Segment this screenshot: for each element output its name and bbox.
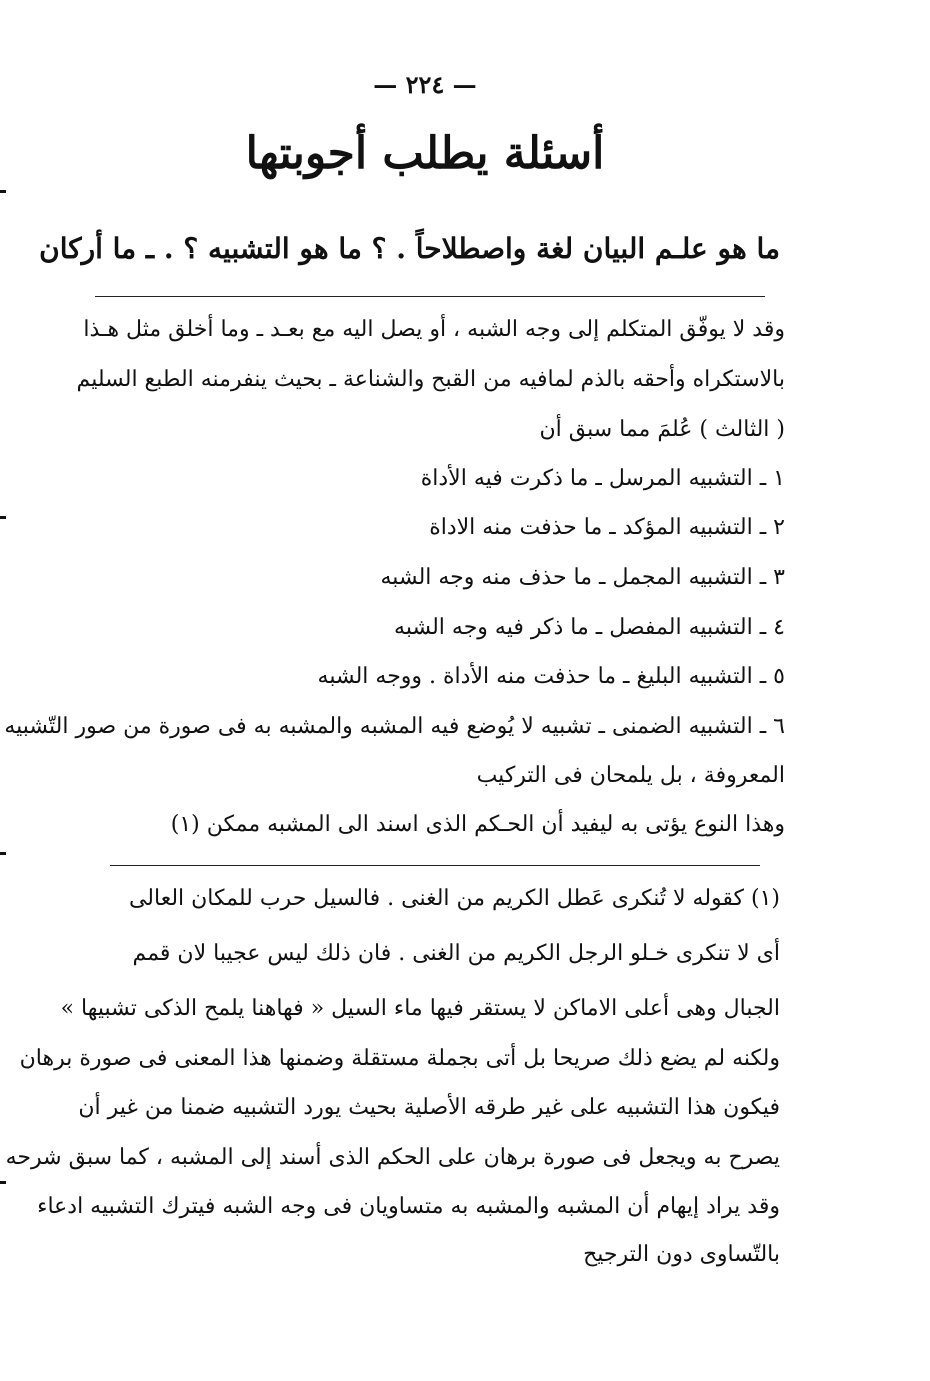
body-line: وهذا النوع يؤتى به ليفيد أن الحـكم الذى اسند الى المشبه ممكن (١) bbox=[170, 812, 785, 837]
list-item: ٣ ـ التشبيه المجمل ـ ما حذف منه وجه الشبه bbox=[380, 565, 785, 590]
scan-margin-mark bbox=[0, 852, 6, 855]
list-item: ٢ ـ التشبيه المؤكد ـ ما حذفت منه الاداة bbox=[429, 515, 785, 540]
horizontal-divider-top bbox=[95, 296, 765, 297]
horizontal-divider-footnote bbox=[110, 865, 760, 866]
body-line: وقد لا يوفّق المتكلم إلى وجه الشبه ، أو يصل اليه مع بعـد ـ وما أخلق مثل هـذا bbox=[83, 317, 785, 342]
body-line: ( الثالث ) عُلمَ مما سبق أن bbox=[539, 417, 785, 442]
list-item: ١ ـ التشبيه المرسل ـ ما ذكرت فيه الأداة bbox=[420, 466, 785, 491]
footnote-line: أى لا تنكرى خـلو الرجل الكريم من الغنى . فان ذلك ليس عجيبا لان قمم bbox=[132, 941, 780, 966]
footnote-line: بالتّساوى دون الترجيح bbox=[583, 1242, 780, 1267]
section-heading: أسئلة يطلب أجوبتها bbox=[245, 128, 605, 179]
footnote-line: فيكون هذا التشبيه على غير طرقه الأصلية بحيث يورد التشبيه ضمنا من غير أن bbox=[78, 1095, 780, 1120]
footnote-line: الجبال وهى أعلى الاماكن لا يستقر فيها ماء السيل « فهاهنا يلمح الذكى تشبيها » bbox=[60, 996, 780, 1021]
footnote-line: (١) كقوله لا تُنكرى عَطل الكريم من الغنى . فالسيل حرب للمكان العالى bbox=[128, 886, 780, 911]
scan-margin-mark bbox=[0, 1181, 6, 1184]
body-line: المعروفة ، بل يلمحان فى التركيب bbox=[476, 763, 785, 788]
question-line: ما هو علـم البيان لغة واصطلاحاً . ؟ ما هو التشبيه ؟ . ـ ما أركان bbox=[39, 232, 780, 265]
footnote-line: وقد يراد إيهام أن المشبه والمشبه به متساويان فى وجه الشبه فيترك التشبيه ادعاء bbox=[37, 1194, 780, 1219]
footnote-line: ولكنه لم يضع ذلك صريحا بل أتى بجملة مستقلة وضمنها هذا المعنى فى صورة برهان bbox=[19, 1046, 780, 1071]
page-number: — ٢٢٤ — bbox=[373, 70, 477, 99]
list-item: ٦ ـ التشبيه الضمنى ـ تشبيه لا يُوضع فيه المشبه والمشبه به فى صورة من صور التّشبيه bbox=[4, 714, 785, 739]
footnote-line: يصرح به ويجعل فى صورة برهان على الحكم الذى أسند إلى المشبه ، كما سبق شرحه bbox=[5, 1145, 780, 1170]
list-item: ٤ ـ التشبيه المفصل ـ ما ذكر فيه وجه الشبه bbox=[394, 615, 785, 640]
scan-margin-mark bbox=[0, 190, 6, 193]
body-line: بالاستكراه وأحقه بالذم لمافيه من القبح والشناعة ـ بحيث ينفرمنه الطبع السليم bbox=[76, 367, 785, 392]
list-item: ٥ ـ التشبيه البليغ ـ ما حذفت منه الأداة . ووجه الشبه bbox=[317, 664, 785, 689]
scan-margin-mark bbox=[0, 516, 6, 519]
